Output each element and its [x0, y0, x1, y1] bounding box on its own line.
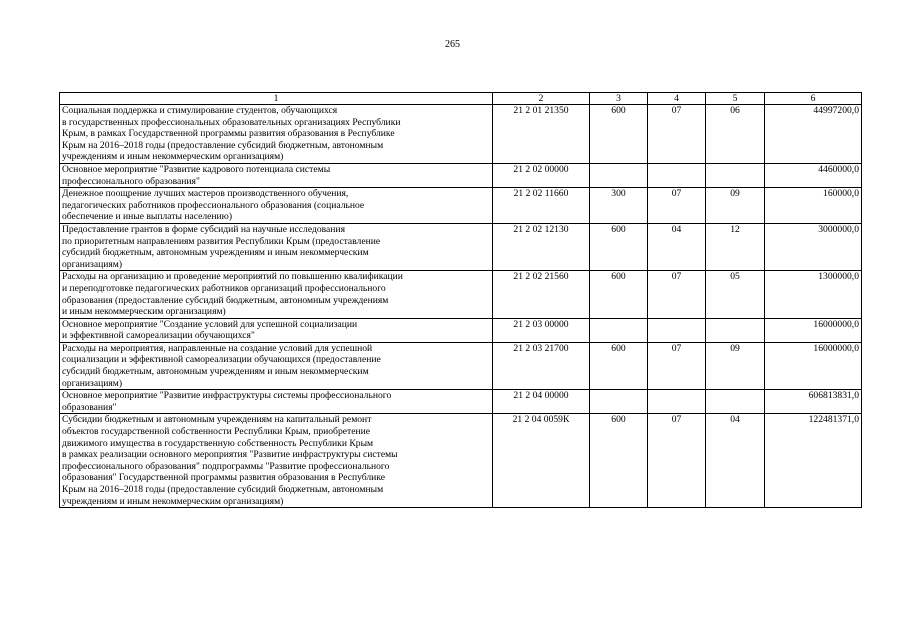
column-header: 5 — [706, 93, 765, 105]
page-number: 265 — [445, 39, 460, 50]
column-header: 2 — [493, 93, 590, 105]
row-col3: 600 — [590, 414, 648, 508]
row-code: 21 2 02 11660 — [493, 188, 590, 224]
row-description: Предоставление грантов в форме субсидий на научные исследования по приоритетным направлениям развития Республики Крым (предоставление субсидий бюджетным, автономным учреждениям и иным некоммерческим организациям) — [60, 223, 493, 270]
column-header: 6 — [765, 93, 862, 105]
table-row — [60, 163, 862, 187]
row-col5: 04 — [706, 414, 765, 508]
row-col5: 12 — [706, 223, 765, 270]
table-row — [60, 390, 862, 414]
table-row — [60, 188, 862, 224]
row-description: Социальная поддержка и стимулирование студентов, обучающихся в государственных профессиональных образовательных организациях Республики Крым, в рамках Государственной программы развития образования в Республике Крым на 2016–2018 годы (предоставление субсидий бюджетным, автономным учреждениям и иным некоммерческим организациям) — [60, 105, 493, 164]
table-row — [60, 271, 862, 318]
row-amount: 1300000,0 — [765, 271, 862, 318]
column-header: 1 — [60, 93, 493, 105]
row-col4: 07 — [648, 188, 706, 224]
row-col4: 04 — [648, 223, 706, 270]
column-header: 4 — [648, 93, 706, 105]
table-row — [60, 223, 862, 270]
row-col4: 07 — [648, 414, 706, 508]
row-code: 21 2 02 12130 — [493, 223, 590, 270]
row-description: Основное мероприятие "Развитие кадрового потенциала системы профессионального образования" — [60, 163, 493, 187]
row-col5 — [706, 163, 765, 187]
row-description: Денежное поощрение лучших мастеров производственного обучения, педагогических работников профессионального образования (социальное обеспечение и иные выплаты населению) — [60, 188, 493, 224]
row-code: 21 2 03 21700 — [493, 342, 590, 389]
row-col5: 06 — [706, 105, 765, 164]
table-row — [60, 318, 862, 342]
row-description: Основное мероприятие "Создание условий для успешной социализации и эффективной самореализации обучающихся" — [60, 318, 493, 342]
budget-table — [59, 92, 862, 508]
row-col5: 09 — [706, 188, 765, 224]
row-col3 — [590, 390, 648, 414]
row-col4: 07 — [648, 271, 706, 318]
row-col3 — [590, 163, 648, 187]
row-code: 21 2 02 21560 — [493, 271, 590, 318]
row-code: 21 2 04 00000 — [493, 390, 590, 414]
row-col4 — [648, 390, 706, 414]
row-amount: 16000000,0 — [765, 318, 862, 342]
column-header: 3 — [590, 93, 648, 105]
row-amount: 44997200,0 — [765, 105, 862, 164]
row-col5: 05 — [706, 271, 765, 318]
row-col5 — [706, 390, 765, 414]
row-col5 — [706, 318, 765, 342]
row-amount: 4460000,0 — [765, 163, 862, 187]
row-amount: 160000,0 — [765, 188, 862, 224]
row-amount: 3000000,0 — [765, 223, 862, 270]
row-code: 21 2 04 0059К — [493, 414, 590, 508]
row-col3: 600 — [590, 342, 648, 389]
row-amount: 122481371,0 — [765, 414, 862, 508]
table-row — [60, 105, 862, 164]
row-col3: 600 — [590, 105, 648, 164]
row-col4: 07 — [648, 342, 706, 389]
row-col5: 09 — [706, 342, 765, 389]
row-code: 21 2 03 00000 — [493, 318, 590, 342]
row-col3 — [590, 318, 648, 342]
row-description: Расходы на мероприятия, направленные на создание условий для успешной социализации и эффективной самореализации обучающихся (предоставление субсидий бюджетным, автономным учреждениям и иным некоммерческим организациям) — [60, 342, 493, 389]
row-col4 — [648, 163, 706, 187]
row-col3: 600 — [590, 271, 648, 318]
row-col4 — [648, 318, 706, 342]
table-row — [60, 414, 862, 508]
row-col3: 300 — [590, 188, 648, 224]
row-amount: 606813831,0 — [765, 390, 862, 414]
row-description: Субсидии бюджетным и автономным учреждениям на капитальный ремонт объектов государственной собственности Республики Крым, приобретение движимого имущества в государственную собственность Республики Крым в рамках реализации основного мероприятия "Развитие инфраструктуры системы профессионального образования" подпрограммы "Развитие профессионального образования" Государственной программы развития образования в Республике Крым на 2016–2018 годы (предоставление субсидий бюджетным, автономным учреждениям и иным некоммерческим организациям) — [60, 414, 493, 508]
row-col3: 600 — [590, 223, 648, 270]
row-col4: 07 — [648, 105, 706, 164]
table-row — [60, 342, 862, 389]
row-code: 21 2 02 00000 — [493, 163, 590, 187]
header-row — [60, 93, 862, 105]
row-amount: 16000000,0 — [765, 342, 862, 389]
row-description: Расходы на организацию и проведение мероприятий по повышению квалификации и переподготовке педагогических работников организаций профессионального образования (предоставление субсидий бюджетным, автономным учреждениям и иным некоммерческим организациям) — [60, 271, 493, 318]
row-description: Основное мероприятие "Развитие инфраструктуры системы профессионального образования" — [60, 390, 493, 414]
row-code: 21 2 01 21350 — [493, 105, 590, 164]
